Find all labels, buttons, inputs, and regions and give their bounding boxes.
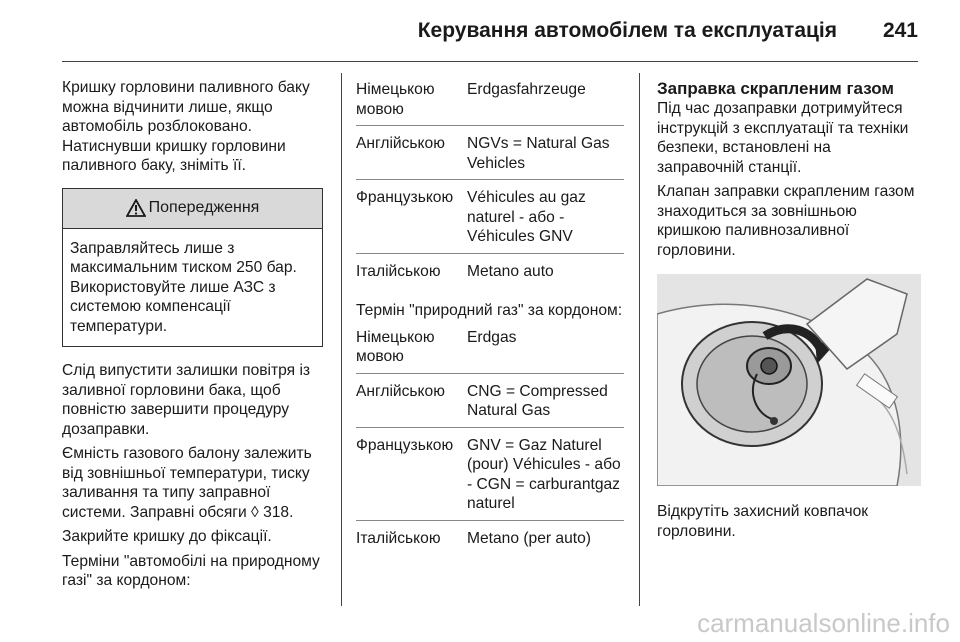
term-cell: GNV = Gaz Naturel (pour) Véhicules - або - CGN = carburantgaz naturel xyxy=(467,436,621,512)
air-release-paragraph: Слід випустити залишки повітря із заливної горловини бака, щоб повністю завершити процедуру дозаправки. xyxy=(62,362,311,438)
table-row xyxy=(356,132,624,180)
page-reference-arrow-icon: ◊ xyxy=(251,503,259,521)
header-divider xyxy=(62,61,918,62)
close-cap-paragraph: Закрийте кришку до фіксації. xyxy=(62,528,272,545)
table-row xyxy=(356,527,624,555)
language-cell: Англійською xyxy=(356,135,445,152)
language-cell: Французькою xyxy=(356,189,454,206)
column-1 xyxy=(62,78,332,596)
safety-paragraph: Під час дозаправки дотримуйтеся інструкцій з експлуатації та техніки безпеки, встановлені на заправочній станції. xyxy=(657,100,909,176)
term-cell: CNG = Compressed Natural Gas xyxy=(467,382,608,419)
capacity-paragraph xyxy=(62,444,332,522)
vehicle-terms-table xyxy=(356,78,624,287)
language-cell: Італійською xyxy=(356,262,441,280)
watermark: carmanualsonline.info xyxy=(697,608,950,638)
terms-intro-paragraph: Терміни "автомобілі на природному газі" за кордоном: xyxy=(62,552,320,589)
warning-triangle-icon xyxy=(126,199,146,217)
term-cell: Véhicules au gaz naturel - або - Véhicules GNV xyxy=(467,189,586,245)
figure-caption: Відкрутіть захисний ковпачок горловини. xyxy=(657,503,869,540)
warning-header xyxy=(63,189,322,229)
gas-terms-intro: Термін "природний газ" за кордоном: xyxy=(356,302,623,319)
section-heading: Заправка скрапленим газом xyxy=(657,79,894,98)
fuel-cap-illustration xyxy=(657,274,921,486)
table-row xyxy=(356,326,624,374)
capacity-text: Ємність газового балону залежить від зовнішньої температури, тиску заливання та типу заправної системи. Заправні обсяги xyxy=(62,445,312,521)
page-number: 241 xyxy=(882,19,918,42)
language-cell: Англійською xyxy=(356,382,445,400)
language-cell: Французькою xyxy=(356,436,454,454)
column-2 xyxy=(356,78,624,560)
column-divider-1 xyxy=(341,73,342,606)
table-row xyxy=(356,260,624,288)
warning-box xyxy=(62,188,323,348)
table-row xyxy=(356,186,624,254)
valve-location-paragraph: Клапан заправки скрапленим газом знаходиться за зовнішньою кришкою паливнозаливної горловини. xyxy=(657,183,915,259)
fuel-cap-figure xyxy=(657,274,921,486)
warning-text: Заправляйтесь лише з максимальним тиском 250 бар. Використовуйте лише АЗС з системою компенсації температури. xyxy=(70,239,297,335)
language-cell: Німецькою мовою xyxy=(356,328,435,365)
column-3 xyxy=(657,78,921,546)
table-row xyxy=(356,380,624,428)
gas-terms-table xyxy=(356,326,624,555)
intro-paragraph: Кришку горловини паливного баку можна відчинити лише, якщо автомобіль розблоковано. Натиснувши кришку горловини паливного баку, зніміть її. xyxy=(62,79,310,174)
page-header xyxy=(0,0,960,62)
table-row xyxy=(356,434,624,521)
language-cell: Німецькою мовою xyxy=(356,81,435,118)
chapter-title: Керування автомобілем та експлуатація xyxy=(417,19,837,42)
language-cell: Італійською xyxy=(356,529,441,547)
term-cell: Metano (per auto) xyxy=(467,529,591,547)
warning-title: Попередження xyxy=(148,199,260,217)
term-cell: NGVs = Natural Gas Vehicles xyxy=(467,135,610,172)
table-row xyxy=(356,78,624,126)
column-divider-2 xyxy=(639,73,640,606)
term-cell: Metano auto xyxy=(467,262,554,280)
term-cell: Erdgasfahrzeuge xyxy=(467,81,586,98)
term-cell: Erdgas xyxy=(467,328,517,346)
page-reference[interactable]: 318. xyxy=(263,503,294,521)
